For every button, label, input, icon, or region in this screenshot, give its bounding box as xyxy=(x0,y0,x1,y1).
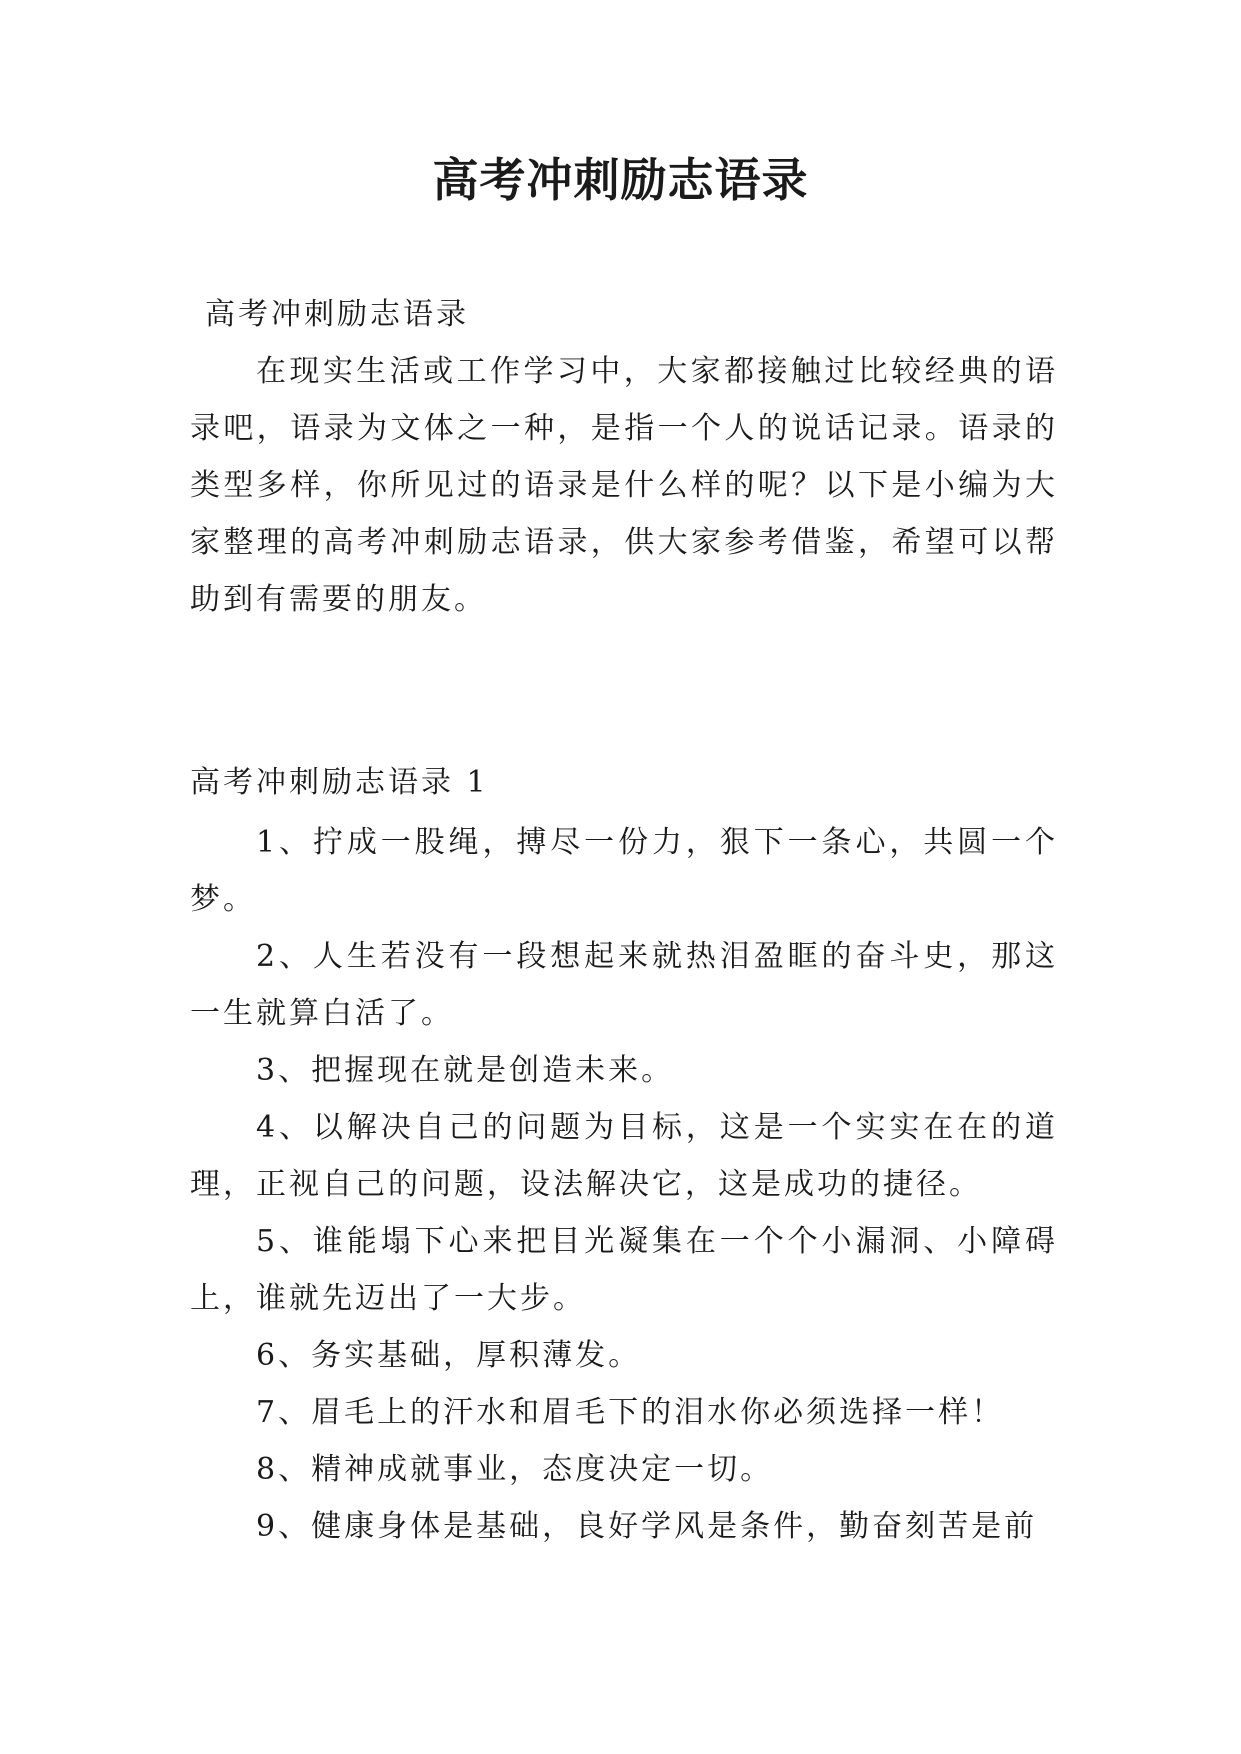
quote-item: 5、谁能塌下心来把目光凝集在一个个小漏洞、小障碍上，谁就先迈出了一大步。 xyxy=(190,1224,1058,1316)
intro-paragraph: 在现实生活或工作学习中，大家都接触过比较经典的语录吧，语录为文体之一种，是指一个人的说话记录。语录的类型多样，你所见过的语录是什么样的呢？以下是小编为大家整理的高考冲刺励志语录，供大家参考借鉴，希望可以帮助到有需要的朋友。 xyxy=(190,354,1058,617)
quote-item: 9、健康身体是基础，良好学风是条件，勤奋刻苦是前 xyxy=(256,1509,1038,1544)
document-title: 高考冲刺励志语录 xyxy=(432,153,809,207)
quote-item: 3、把握现在就是创造未来。 xyxy=(256,1053,675,1088)
section-heading: 高考冲刺励志语录 1 xyxy=(190,765,489,800)
quote-item: 6、务实基础，厚积薄发。 xyxy=(256,1338,642,1373)
quote-item: 2、人生若没有一段想起来就热泪盈眶的奋斗史，那这一生就算白活了。 xyxy=(190,939,1058,1031)
document-subtitle: 高考冲刺励志语录 xyxy=(205,297,469,332)
quote-item: 4、以解决自己的问题为目标，这是一个实实在在的道理，正视自己的问题，设法解决它，这是成功的捷径。 xyxy=(190,1110,1058,1202)
quote-list xyxy=(190,814,1058,1555)
quote-item: 8、精神成就事业，态度决定一切。 xyxy=(256,1452,774,1487)
quote-item: 1、拧成一股绳，搏尽一份力，狠下一条心，共圆一个梦。 xyxy=(190,825,1058,917)
quote-item: 7、眉毛上的汗水和眉毛下的泪水你必须选择一样！ xyxy=(256,1395,1005,1430)
